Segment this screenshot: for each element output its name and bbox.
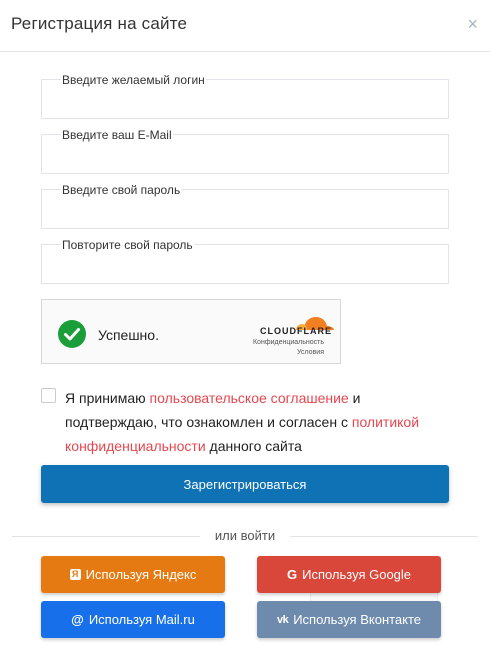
modal-title: Регистрация на сайте: [11, 14, 188, 33]
modal-header: [0, 0, 490, 52]
register-button[interactable]: Зарегистрироваться: [41, 465, 449, 503]
agreement-text-part: Я принимаю: [65, 390, 150, 406]
captcha-status: Успешно.: [98, 327, 159, 343]
password-label: Введите свой пароль: [62, 183, 181, 197]
captcha-widget[interactable]: [41, 299, 341, 364]
login-input[interactable]: [42, 80, 448, 118]
mailru-icon: @: [71, 612, 84, 627]
password-input[interactable]: [42, 190, 448, 228]
email-label: Введите ваш E-Mail: [62, 128, 172, 142]
password-repeat-label: Повторите свой пароль: [62, 238, 193, 252]
agreement-text: [65, 386, 445, 458]
login-google-button[interactable]: [257, 556, 441, 593]
user-agreement-link[interactable]: пользовательское соглашение: [149, 390, 349, 406]
login-vk-button[interactable]: [257, 601, 441, 638]
password-repeat-field[interactable]: [41, 238, 449, 284]
login-google-label: Используя Google: [302, 567, 412, 582]
vk-icon: vk: [276, 613, 289, 626]
divider-label: или войти: [200, 528, 290, 543]
login-mailru-button[interactable]: [41, 601, 225, 638]
login-vk-label: Используя Вконтакте: [293, 612, 422, 627]
email-input[interactable]: [42, 135, 448, 173]
success-check-icon: [57, 319, 87, 349]
login-yandex-button[interactable]: [41, 556, 225, 593]
agreement-checkbox[interactable]: [41, 388, 56, 403]
email-field[interactable]: [41, 128, 449, 174]
agreement-text-part: и подтверждаю, что ознакомлен и согласен с: [65, 390, 361, 430]
captcha-privacy-link[interactable]: Конфиденциальность: [252, 339, 324, 346]
google-icon: G: [286, 567, 298, 582]
login-yandex-label: Используя Яндекс: [85, 567, 197, 582]
captcha-terms-link[interactable]: Условия: [297, 349, 324, 356]
password-repeat-input[interactable]: [42, 245, 448, 283]
login-mailru-label: Используя Mail.ru: [88, 612, 195, 627]
login-label: Введите желаемый логин: [62, 73, 205, 87]
cloudflare-logo: CLOUDFLARE: [260, 326, 332, 336]
password-field[interactable]: [41, 183, 449, 229]
login-field[interactable]: [41, 73, 449, 119]
agreement-text-part: данного сайта: [205, 438, 302, 454]
privacy-policy-link[interactable]: политикой конфиденциальности: [65, 414, 420, 454]
close-icon[interactable]: ×: [467, 14, 478, 34]
yandex-icon: Я: [70, 569, 81, 580]
